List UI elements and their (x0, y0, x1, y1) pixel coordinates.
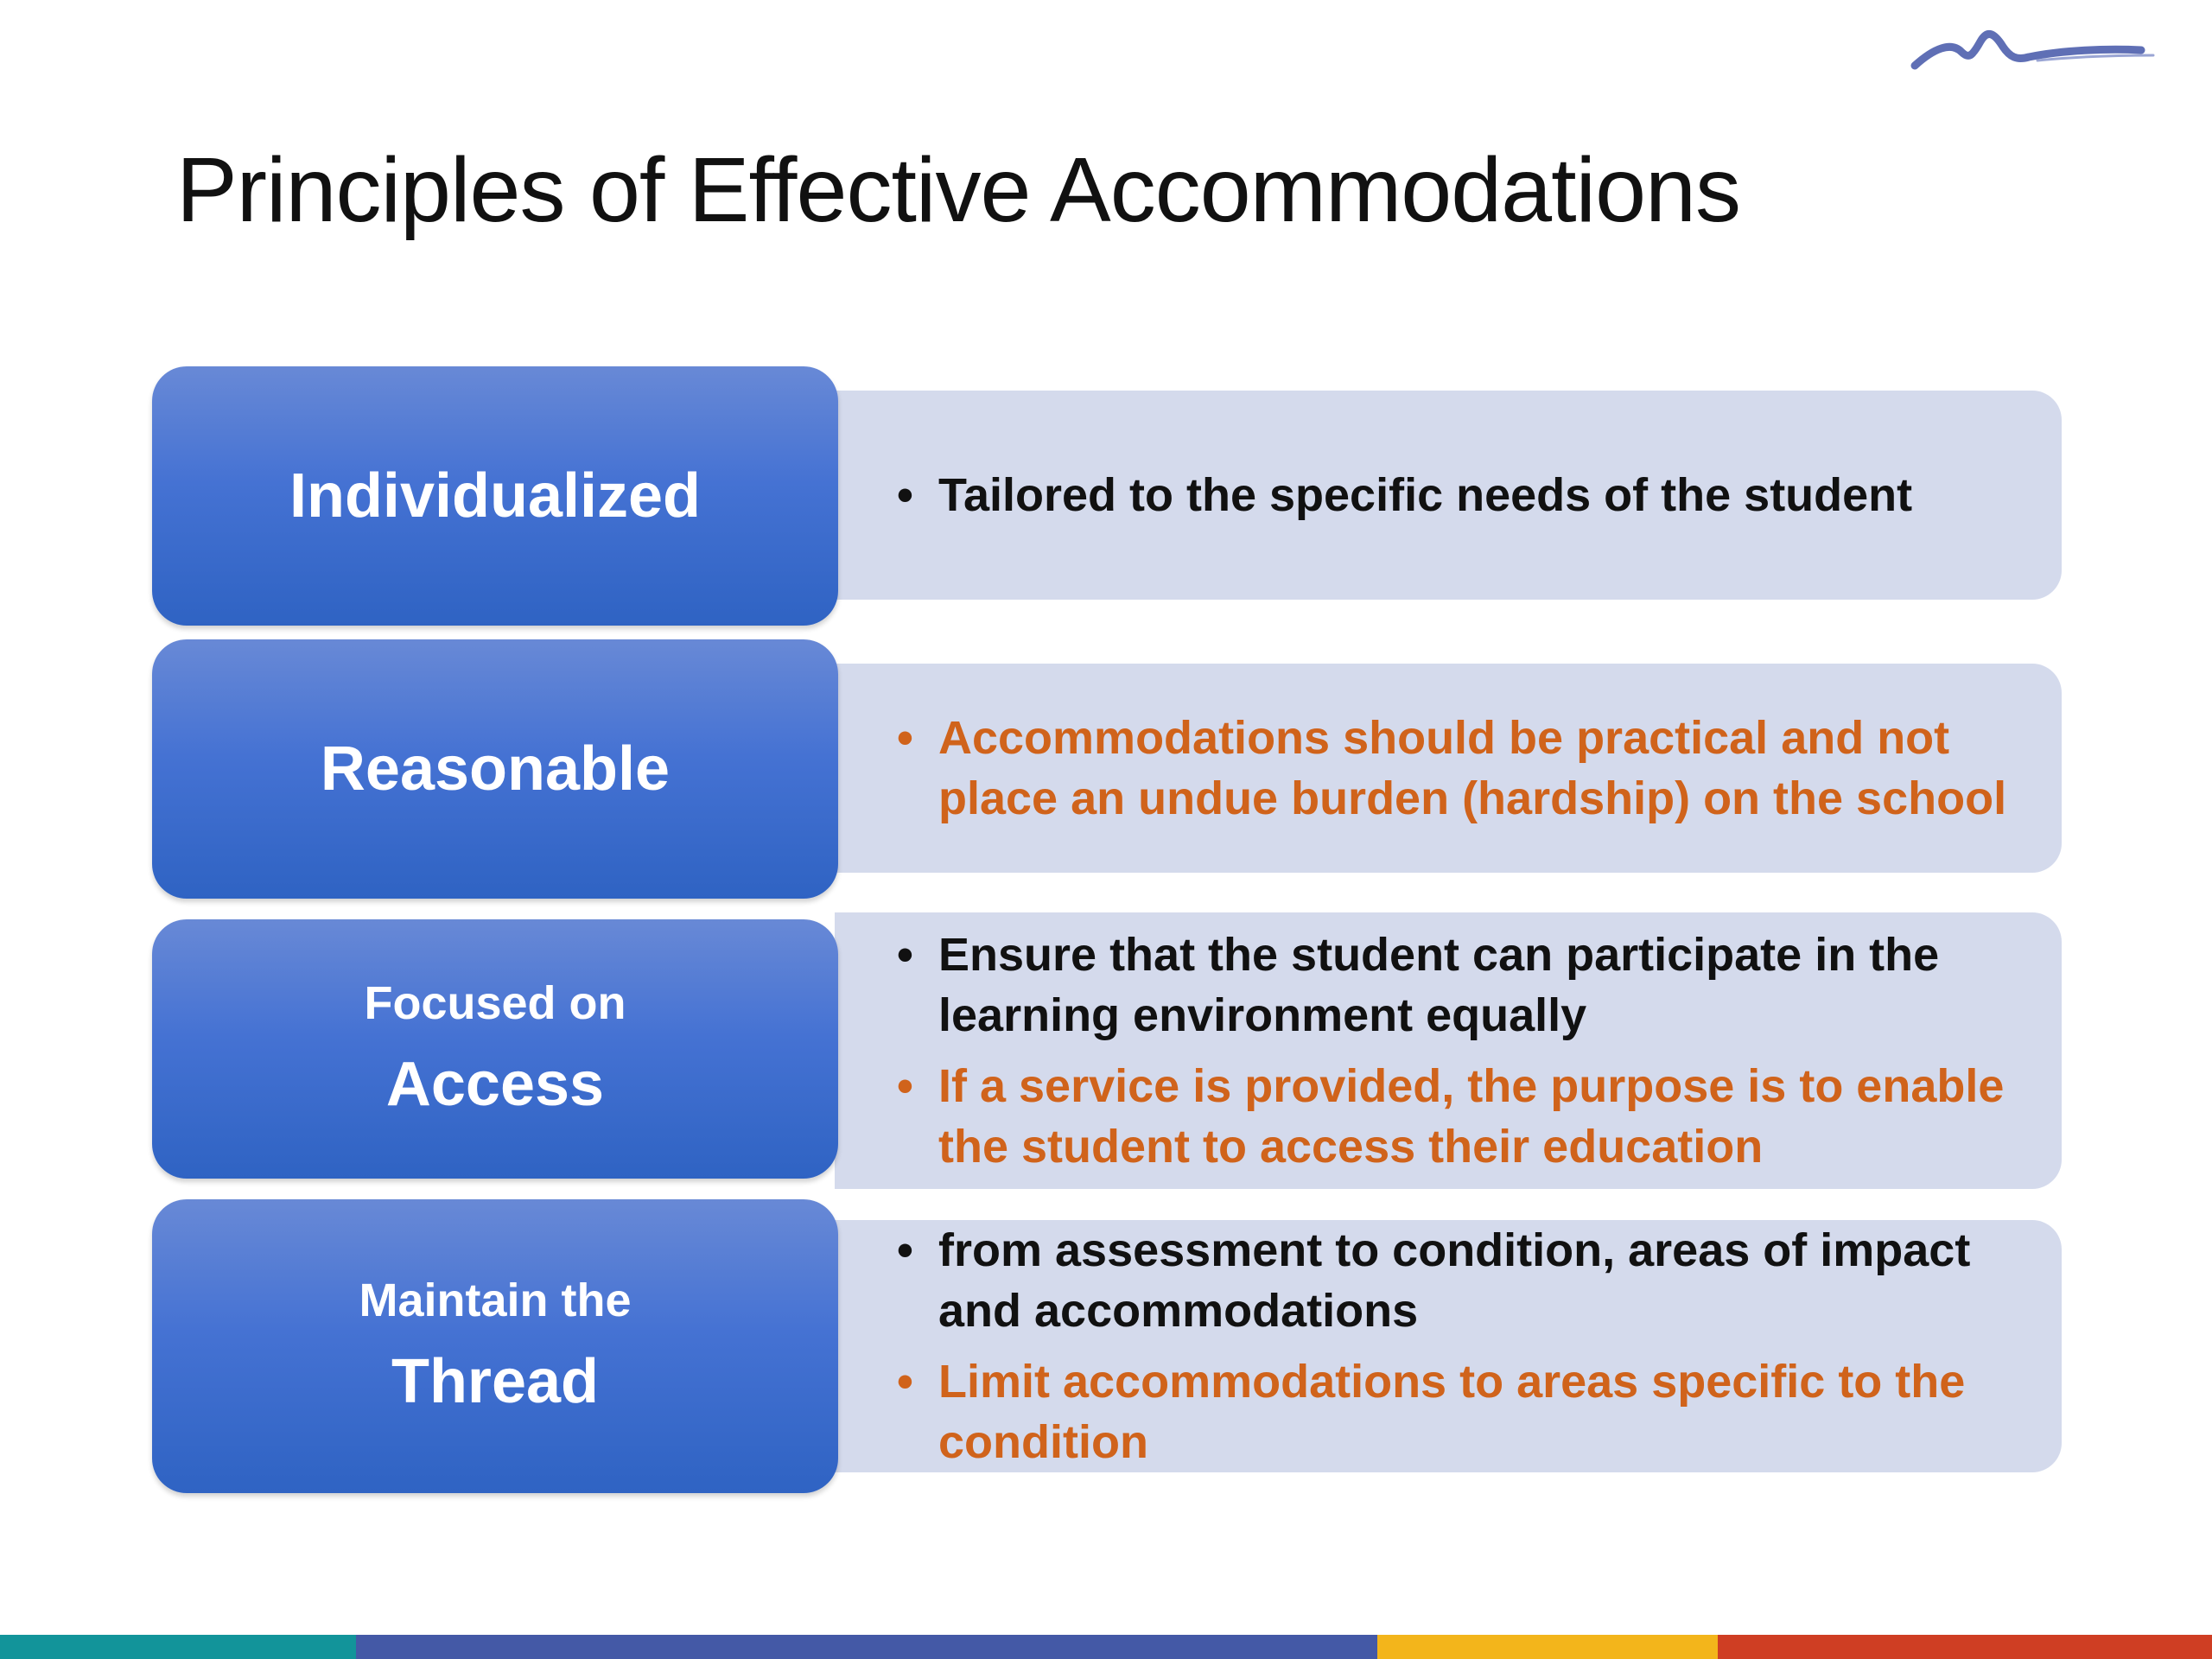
principle-description-panel (835, 1220, 2062, 1472)
principle-row-thread (152, 1199, 2062, 1493)
bullet-item: • Ensure that the student can participate in the learning environment equally (938, 925, 2010, 1046)
principle-label (152, 366, 838, 626)
principle-row-individualized (152, 366, 2062, 626)
principle-label-main: Access (385, 1050, 605, 1120)
principle-label (152, 1199, 838, 1493)
principle-label-prefix: Focused on (364, 977, 626, 1030)
bullet-item: • Limit accommodations to areas specific to the condition (938, 1351, 2010, 1472)
principle-label-prefix: Maintain the (359, 1274, 632, 1327)
principle-label (152, 919, 838, 1179)
principle-description-panel (835, 391, 2062, 600)
principle-label (152, 639, 838, 899)
bullet-item: • If a service is provided, the purpose is to enable the student to access their education (938, 1056, 2010, 1177)
principle-row-reasonable (152, 639, 2062, 899)
bullet-item: • from assessment to condition, areas of impact and accommodations (938, 1220, 2010, 1341)
principle-description-panel (835, 664, 2062, 873)
footer-band-yellow (1377, 1635, 1718, 1659)
footer-band-teal (0, 1635, 356, 1659)
principle-label-main: Thread (391, 1347, 600, 1417)
principle-row-access (152, 919, 2062, 1179)
principle-label-main: Reasonable (320, 734, 671, 804)
principle-description-panel (835, 912, 2062, 1189)
mountain-logo-icon (1908, 22, 2158, 78)
bullet-item: • Accommodations should be practical and not place an undue burden (hardship) on the school (938, 708, 2010, 829)
footer-band-red (1718, 1635, 2212, 1659)
footer-band-blue (356, 1635, 1377, 1659)
bullet-item: • Tailored to the specific needs of the student (938, 465, 2010, 525)
principle-label-main: Individualized (289, 461, 702, 531)
page-title: Principles of Effective Accommodations (176, 139, 1741, 241)
